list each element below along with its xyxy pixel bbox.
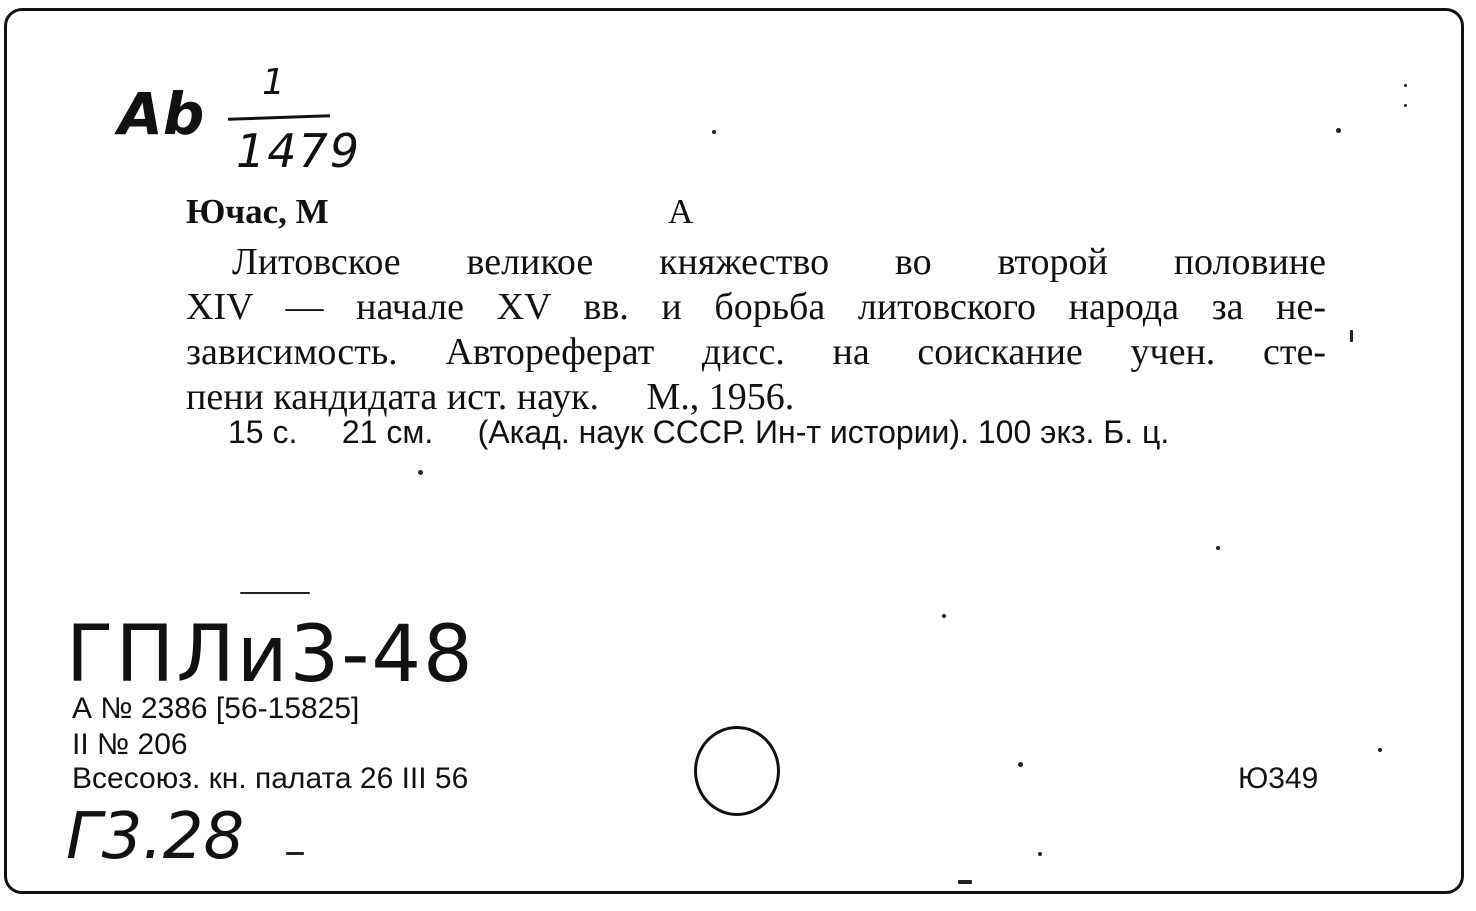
call-number-numerator: 1 [262, 62, 285, 103]
author-second-initial: А [668, 192, 694, 231]
author-name: Ючас, М [186, 192, 329, 231]
registration-series: II № 206 [72, 728, 188, 761]
speck [418, 470, 423, 475]
speck [1404, 84, 1407, 87]
card-code: Ю349 [1238, 762, 1319, 795]
speck [240, 592, 310, 594]
speck [1378, 748, 1382, 752]
speck [1404, 104, 1407, 107]
registration-chamber: Всесоюз. кн. палата 26 III 56 [72, 762, 469, 795]
speck [1018, 762, 1023, 767]
speck [1038, 852, 1042, 856]
speck [1350, 330, 1353, 342]
card-punch-hole [694, 726, 780, 816]
bottom-handwritten-note: Г3.28 [66, 800, 245, 874]
speck [942, 614, 946, 618]
bibliographic-description [186, 240, 1326, 420]
registration-number: А № 2386 [56-15825] [72, 692, 360, 725]
description-line: XIV — начале XV вв. и борьба литовского народа за не- [186, 286, 1326, 328]
call-number-prefix: Ab [118, 80, 205, 148]
speck [286, 852, 304, 855]
description-line: зависимость. Автореферат дисс. на соискание учен. сте- [186, 331, 1326, 373]
speck [1216, 546, 1220, 550]
library-stamp: ГПЛи3-48 [66, 610, 475, 700]
speck [712, 130, 716, 134]
speck [1336, 128, 1341, 133]
speck [958, 880, 972, 884]
collation: 15 с. 21 см. (Акад. наук СССР. Ин-т истории). 100 экз. Б. ц. [228, 414, 1170, 450]
call-number-denominator: 1479 [236, 124, 362, 178]
description-line: Литовское великое княжество во второй половине [232, 241, 1326, 283]
description-line: пени кандидата ист. наук. М., 1956. [186, 376, 795, 418]
